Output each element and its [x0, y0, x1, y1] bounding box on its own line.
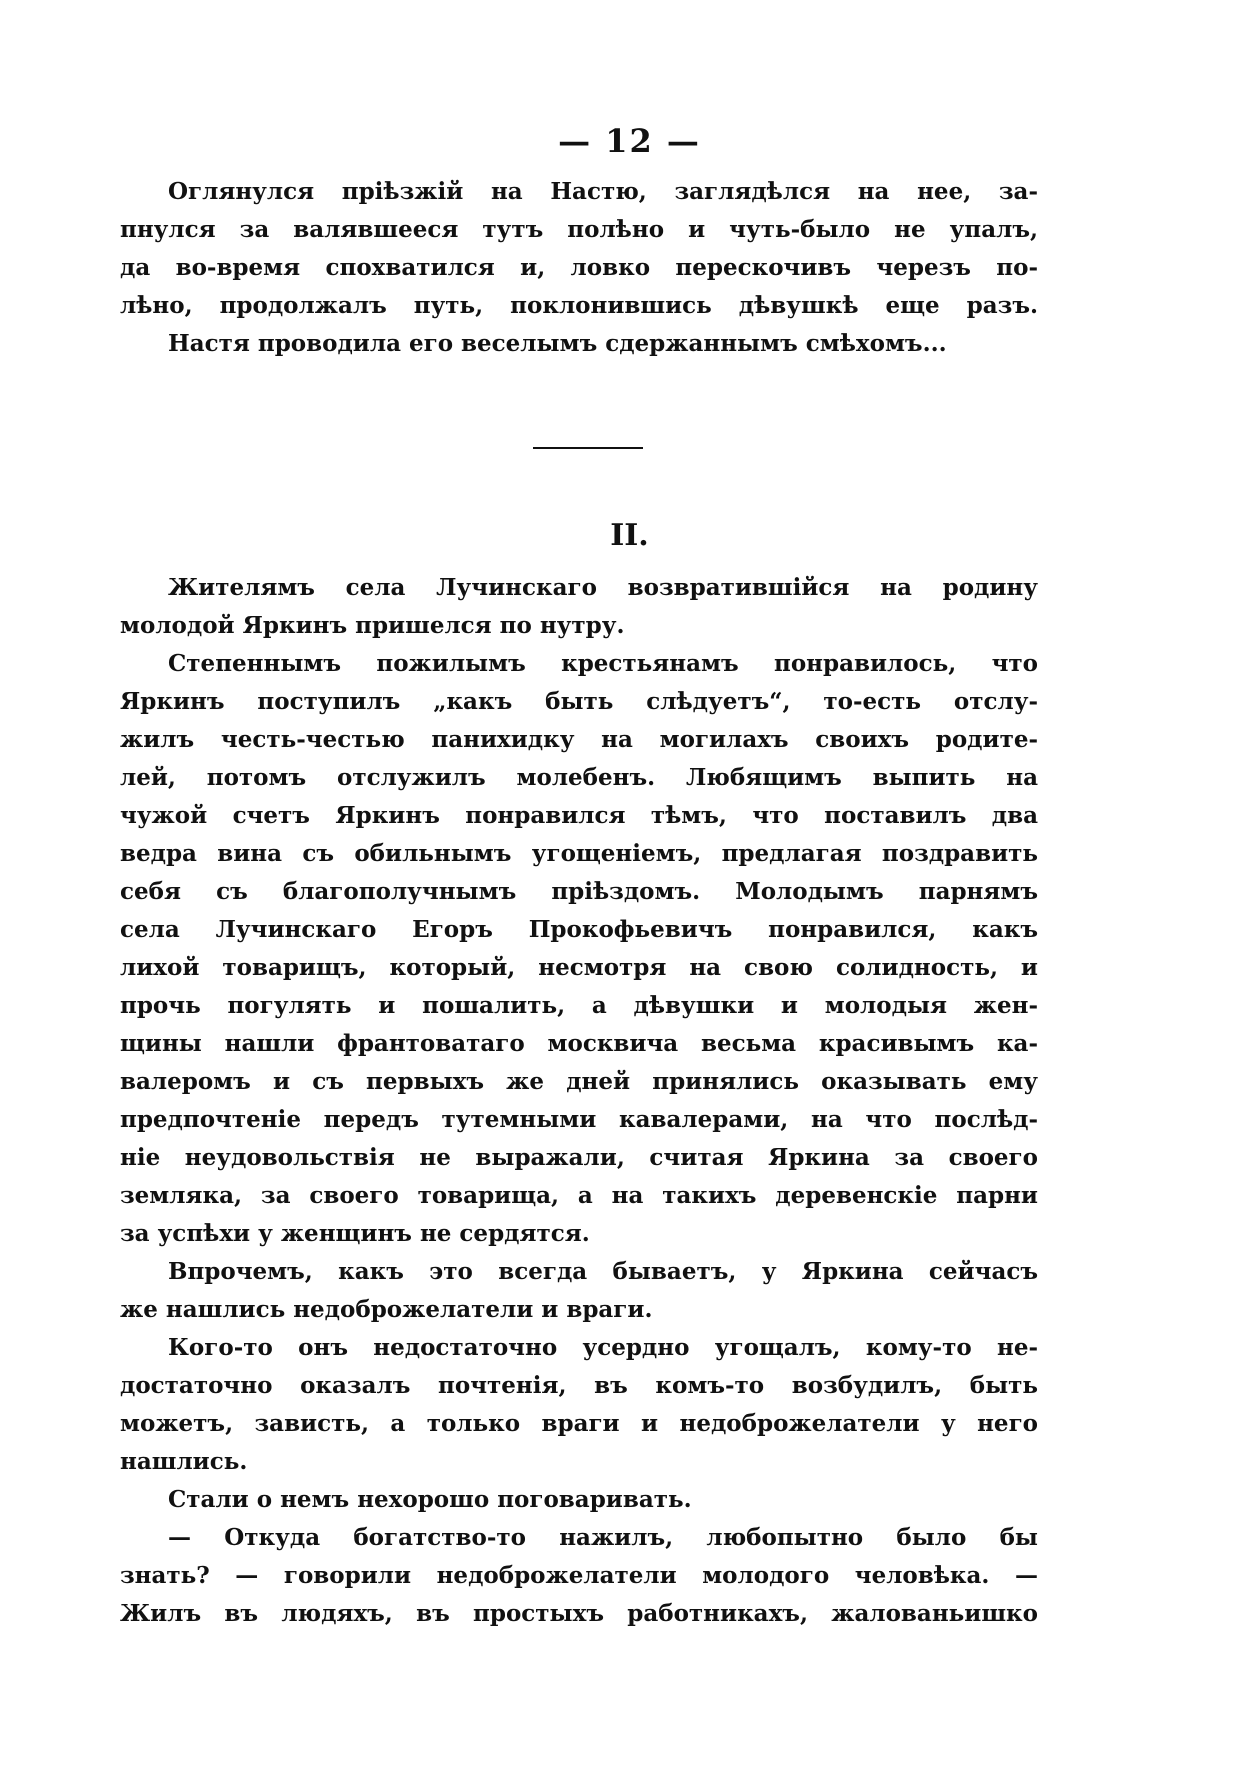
text-line: достаточно оказалъ почтенія, въ комъ-то возбудилъ, быть [120, 1372, 1038, 1399]
text-line: прочь погулять и пошалить, а дѣвушки и молодыя жен- [120, 992, 1038, 1019]
section-divider [533, 447, 643, 449]
text-line: — Откуда богатство-то нажилъ, любопытно было бы [168, 1524, 1038, 1551]
text-line: молодой Яркинъ пришелся по нутру. [120, 612, 625, 639]
text-line: нашлись. [120, 1448, 248, 1475]
text-line: же нашлись недоброжелатели и враги. [120, 1296, 653, 1323]
text-line: пнулся за валявшееся тутъ полѣно и чуть-было не упалъ, [120, 216, 1038, 243]
text-line: щины нашли франтоватаго москвича весьма красивымъ ка- [120, 1030, 1038, 1057]
text-line: ведра вина съ обильнымъ угощеніемъ, предлагая поздравить [120, 840, 1038, 867]
text-block-before-divider [120, 173, 1038, 363]
text-line: да во-время спохватился и, ловко перескочивъ черезъ по- [120, 254, 1038, 281]
text-line: чужой счетъ Яркинъ понравился тѣмъ, что поставилъ два [120, 802, 1038, 829]
text-line: Стали о немъ нехорошо поговаривать. [168, 1486, 692, 1513]
text-line: Жителямъ села Лучинскаго возвратившійся на родину [168, 574, 1038, 601]
text-line: лѣно, продолжалъ путь, поклонившись дѣвушкѣ еще разъ. [120, 292, 1038, 319]
text-line: Степеннымъ пожилымъ крестьянамъ понравилось, что [168, 650, 1038, 677]
text-line: можетъ, зависть, а только враги и недоброжелатели у него [120, 1410, 1038, 1437]
chapter-heading: II. [610, 518, 649, 553]
text-line: лихой товарищъ, который, несмотря на свою солидность, и [120, 954, 1038, 981]
text-line: жилъ честь-честью панихидку на могилахъ своихъ родите- [120, 726, 1038, 753]
text-line: знать? — говорили недоброжелатели молодого человѣка. — [120, 1562, 1038, 1589]
text-line: Жилъ въ людяхъ, въ простыхъ работникахъ, жалованьишко [120, 1600, 1038, 1627]
text-line: села Лучинскаго Егоръ Прокофьевичъ понравился, какъ [120, 916, 1038, 943]
text-line: Впрочемъ, какъ это всегда бываетъ, у Яркина сейчасъ [168, 1258, 1038, 1285]
text-line: валеромъ и съ первыхъ же дней принялись оказывать ему [120, 1068, 1038, 1095]
text-line: Кого-то онъ недостаточно усердно угощалъ, кому-то не- [168, 1334, 1038, 1361]
page-number: — 12 — [558, 122, 701, 160]
text-line: земляка, за своего товарища, а на такихъ деревенскіе парни [120, 1182, 1038, 1209]
text-line: Настя проводила его веселымъ сдержаннымъ смѣхомъ... [168, 330, 947, 357]
text-line: за успѣхи у женщинъ не сердятся. [120, 1220, 590, 1247]
text-line: лей, потомъ отслужилъ молебенъ. Любящимъ выпить на [120, 764, 1038, 791]
text-line: Яркинъ поступилъ „какъ быть слѣдуетъ“, то-есть отслу- [120, 688, 1038, 715]
text-line: ніе неудовольствія не выражали, считая Яркина за своего [120, 1144, 1038, 1171]
text-line: Оглянулся пріѣзжій на Настю, заглядѣлся на нее, за- [168, 178, 1038, 205]
text-line: предпочтеніе передъ тутемными кавалерами, на что послѣд- [120, 1106, 1038, 1133]
text-block-after-heading [120, 569, 1038, 1633]
text-line: себя съ благополучнымъ пріѣздомъ. Молодымъ парнямъ [120, 878, 1038, 905]
